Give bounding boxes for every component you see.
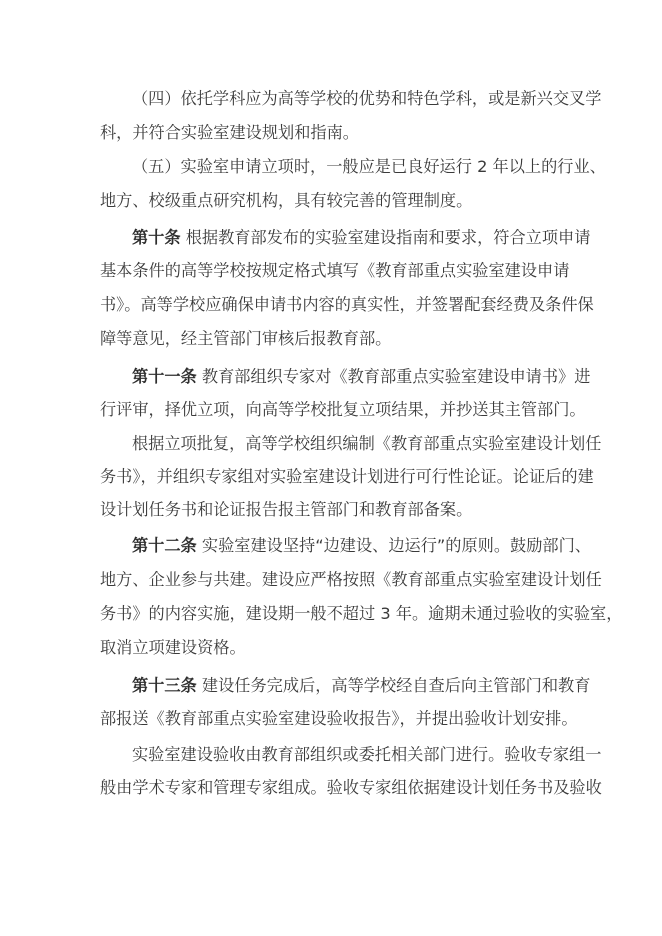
clause-5-line-1: （五）实验室申请立项时，一般应是已良好运行 2 年以上的行业、: [132, 157, 606, 176]
article-10-line-2: 基本条件的高等学校按规定格式填写《教育部重点实验室建设申请: [100, 261, 570, 280]
article-11-para-2-line-2: 务书》，并组织专家组对实验室建设计划进行可行性论证。论证后的建: [100, 467, 594, 486]
article-10-heading: 第十条: [132, 228, 181, 247]
article-12-heading: 第十二条: [132, 536, 197, 555]
article-11-line-2: 行评审，择优立项，向高等学校批复立项结果，并抄送其主管部门。: [100, 400, 586, 419]
article-13-line-1: [132, 669, 590, 703]
article-10-line-1: [132, 221, 590, 255]
clause-5-line-2: 地方、校级重点研究机构，具有较完善的管理制度。: [100, 191, 473, 210]
clause-4-line-2: 科，并符合实验室建设规划和指南。: [100, 123, 359, 142]
article-11-text: 教育部组织专家对《教育部重点实验室建设申请书》进: [196, 367, 591, 386]
article-12-line-4: 取消立项建设资格。: [100, 638, 246, 657]
article-13-heading: 第十三条: [132, 676, 197, 695]
article-12-line-3: 务书》的内容实施，建设期一般不超过 3 年。逾期未通过验收的实验室，: [100, 604, 623, 623]
article-12-line-2: 地方、企业参与共建。建设应严格按照《教育部重点实验室建设计划任: [100, 570, 602, 589]
clause-4-line-1: （四）依托学科应为高等学校的优势和特色学科，或是新兴交叉学: [132, 89, 602, 108]
article-13-line-2: 部报送《教育部重点实验室建设验收报告》，并提出验收计划安排。: [100, 709, 578, 728]
article-13-para-2-line-2: 般由学术专家和管理专家组成。验收专家组依据建设计划任务书及验收: [100, 778, 602, 797]
article-11-line-1: [132, 360, 590, 394]
article-12-line-1: [132, 529, 591, 563]
article-10-line-4: 障等意见，经主管部门审核后报教育部。: [100, 329, 392, 348]
article-12-text: 实验室建设坚持“边建设、边运行”的原则。鼓励部门、: [196, 536, 591, 555]
article-11-para-2-line-3: 设计划任务书和论证报告报主管部门和教育部备案。: [100, 500, 473, 519]
article-11-heading: 第十一条: [132, 367, 197, 386]
article-10-line-3: 书》。高等学校应确保申请书内容的真实性，并签署配套经费及条件保: [100, 295, 594, 314]
article-11-para-2-line-1: 根据立项批复，高等学校组织编制《教育部重点实验室建设计划任: [132, 434, 602, 453]
article-10-text: 根据教育部发布的实验室建设指南和要求，符合立项申请: [180, 228, 591, 247]
article-13-text: 建设任务完成后，高等学校经自查后向主管部门和教育: [196, 676, 591, 695]
article-13-para-2-line-1: 实验室建设验收由教育部组织或委托相关部门进行。验收专家组一: [132, 745, 602, 764]
